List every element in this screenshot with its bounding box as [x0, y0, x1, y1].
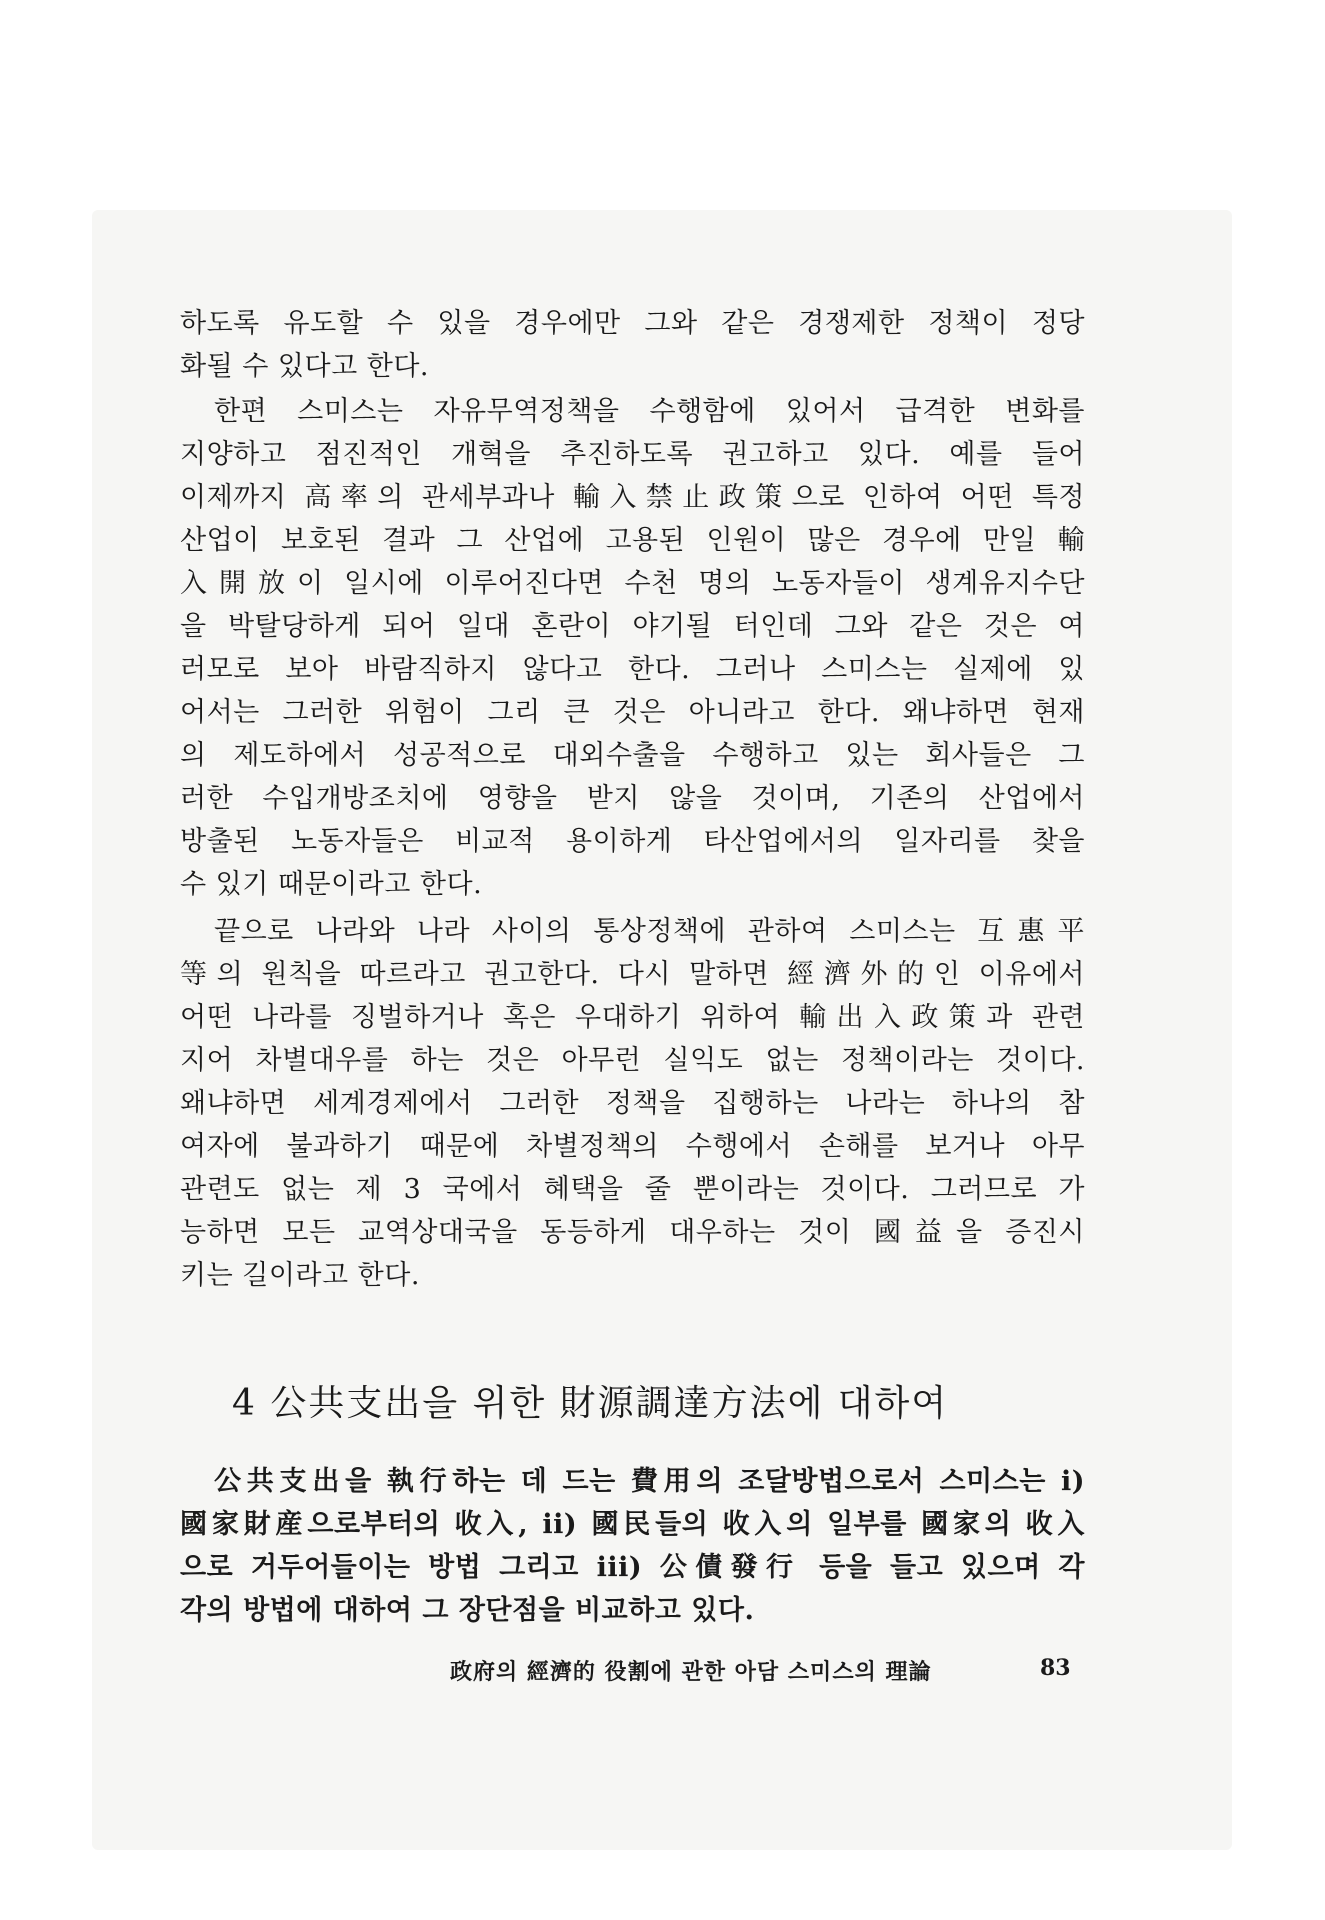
paragraph-public-finance	[180, 1460, 1085, 1632]
text-line: 한편 스미스는 자유무역정책을 수행함에 있어서 급격한 변화를	[214, 396, 1085, 427]
text-line: 능하면 모든 교역상대국을 동등하게 대우하는 것이 國益을 증진시	[180, 1217, 1085, 1248]
text-line: 러모로 보아 바람직하지 않다고 한다. 그러나 스미스는 실제에 있	[180, 654, 1085, 685]
text-line: 왜냐하면 세계경제에서 그러한 정책을 집행하는 나라는 하나의 참	[180, 1088, 1085, 1119]
text-line: 키는 길이라고 한다.	[180, 1260, 420, 1291]
text-line: 각의 방법에 대하여 그 장단점을 비교하고 있다.	[180, 1595, 755, 1626]
text-line: 으로 거두어들이는 방법 그리고 iii) 公債發行 등을 들고 있으며 각	[180, 1552, 1085, 1583]
section-heading: 4 公共支出을 위한 財源調達方法에 대하여	[232, 1383, 949, 1424]
text-line: 화될 수 있다고 한다.	[180, 351, 429, 382]
text-line: 산업이 보호된 결과 그 산업에 고용된 인원이 많은 경우에 만일 輸	[180, 525, 1085, 556]
text-line: 여자에 불과하기 때문에 차별정책의 수행에서 손해를 보거나 아무	[180, 1131, 1085, 1162]
text-line: 어서는 그러한 위험이 그리 큰 것은 아니라고 한다. 왜냐하면 현재	[180, 697, 1085, 728]
text-line: 國家財産으로부터의 收入, ii) 國民들의 收入의 일부를 國家의 收入	[180, 1509, 1085, 1540]
text-line: 이제까지 高率의 관세부과나 輸入禁止政策으로 인하여 어떤 특정	[180, 482, 1085, 513]
paragraph-continuation	[180, 302, 1085, 388]
text-line: 지어 차별대우를 하는 것은 아무런 실익도 없는 정책이라는 것이다.	[180, 1045, 1085, 1076]
text-line: 等의 원칙을 따르라고 권고한다. 다시 말하면 經濟外的인 이유에서	[180, 959, 1085, 990]
text-line: 끝으로 나라와 나라 사이의 통상정책에 관하여 스미스는 互惠平	[214, 916, 1085, 947]
paragraph-gradual-reform	[180, 390, 1085, 906]
text-line: 의 제도하에서 성공적으로 대외수출을 수행하고 있는 회사들은 그	[180, 740, 1085, 771]
text-line: 公共支出을 執行하는 데 드는 費用의 조달방법으로서 스미스는 i)	[214, 1466, 1085, 1497]
text-line: 入開放이 일시에 이루어진다면 수천 명의 노동자들이 생계유지수단	[180, 568, 1085, 599]
paragraph-reciprocity	[180, 910, 1085, 1297]
text-line: 러한 수입개방조치에 영향을 받지 않을 것이며, 기존의 산업에서	[180, 783, 1085, 814]
page-number: 83	[1040, 1655, 1071, 1681]
text-line: 을 박탈당하게 되어 일대 혼란이 야기될 터인데 그와 같은 것은 여	[180, 611, 1085, 642]
running-footer-title: 政府의 經濟的 役割에 관한 아담 스미스의 理論	[450, 1659, 932, 1685]
text-line: 방출된 노동자들은 비교적 용이하게 타산업에서의 일자리를 찾을	[180, 826, 1085, 857]
text-line: 어떤 나라를 징벌하거나 혹은 우대하기 위하여 輸出入政策과 관련	[180, 1002, 1085, 1033]
text-line: 하도록 유도할 수 있을 경우에만 그와 같은 경쟁제한 정책이 정당	[180, 308, 1085, 339]
text-line: 지양하고 점진적인 개혁을 추진하도록 권고하고 있다. 예를 들어	[180, 439, 1085, 470]
text-line: 관련도 없는 제 3 국에서 혜택을 줄 뿐이라는 것이다. 그러므로 가	[180, 1174, 1085, 1205]
text-line: 수 있기 때문이라고 한다.	[180, 869, 483, 900]
